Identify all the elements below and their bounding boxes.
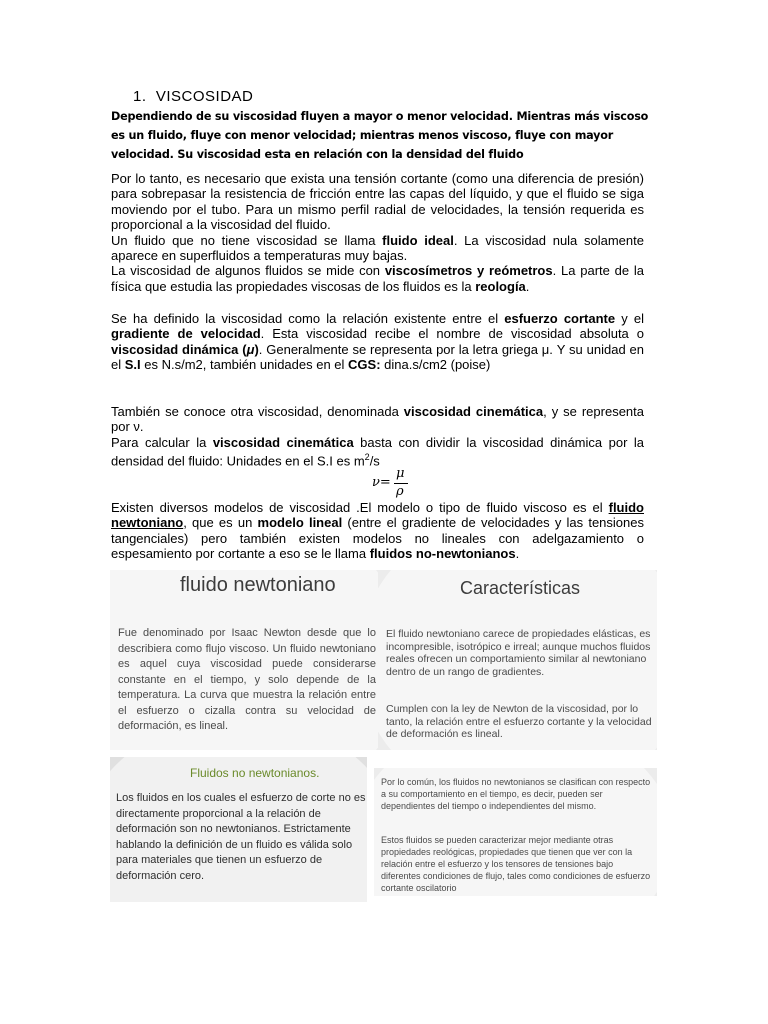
formula-numerator: μ [396, 466, 405, 481]
section-title: VISCOSIDAD [155, 88, 254, 105]
paragraph-modelos: Existen diversos modelos de viscosidad .El modelo o tipo de fluido viscoso es el fluido newtoniano, que es un modelo lineal (entre el gradiente de velocidades y las tensiones tangenciales) pero también existen modelos no lineales con adelgazamiento o espesamiento por cortante a eso se le llama fluidos no-newtonianos. [111, 500, 644, 562]
formula-denominator: ρ [396, 484, 404, 499]
panel-title: Fluidos no newtonianos. [190, 766, 320, 780]
term-si: S.I [124, 357, 141, 373]
term-fluido-newtoniano: fluido newtoniano [111, 500, 644, 531]
formula-lhs: ν= [372, 475, 391, 490]
panel-body: Fue denominado por Isaac Newton desde que lo describiera como flujo viscoso. Un fluido newtoniano es aquel cuya viscosidad puede considerarse constante en el tiempo, y solo depende de la temperatura. La curva que muestra la relación entre el esfuerzo o cizalla contra su velocidad de deformación, es lineal. [118, 627, 376, 732]
panel-caracteristicas [378, 570, 657, 750]
panel-body-1: Por lo común, los fluidos no newtonianos se clasifican con respecto a su comportamiento en el tiempo, es decir, pueden ser dependientes del tiempo o independientes del mismo. [381, 777, 651, 811]
term-no-newtonianos: fluidos no-newtonianos [369, 546, 516, 562]
intro-paragraph: Dependiendo de su viscosidad fluyen a mayor o menor velocidad. Mientras más viscoso es un fluido, fluye con menor velocidad; mientras menos viscoso, fluye con mayor velocidad. Su viscosidad esta en relación con la densidad del fluido [111, 110, 649, 161]
paragraph-viscosidad-dinamica: Se ha definido la viscosidad como la relación existente entre el esfuerzo cortante y el gradiente de velocidad. Esta viscosidad recibe el nombre de viscosidad absoluta o viscosidad dinámica (μ). Generalmente se representa por la letra griega μ. Y su unidad en el S.I es N.s/m2, también unidades en el CGS: dina.s/cm2 (poise) [111, 311, 645, 373]
kinematic-viscosity-formula [372, 466, 432, 500]
panel-body-2: Estos fluidos se pueden caracterizar mejor mediante otras propiedades reológicas, propiedades que tienen que ver con la relación entre el esfuerzo y los tensores de tensiones bajo diferentes condiciones de flujo, tales como condiciones de esfuerzo cortante oscilatorio [381, 835, 651, 893]
term-modelo-lineal: modelo lineal [257, 515, 343, 531]
term-viscosidad-cinematica-2: viscosidad cinemática [212, 434, 354, 450]
panel-body-1: El fluido newtoniano carece de propiedades elásticas, es incompresible, isotrópico e irreal; aunque muchos fluidos reales ofrecen un comportamiento similar al newtoniano dentro de un rango de gradientes. [386, 628, 651, 678]
term-reologia: reología [475, 278, 526, 294]
panel-title: fluido newtoniano [180, 574, 336, 596]
term-fluido-ideal: fluido ideal [382, 232, 454, 248]
section-heading [133, 88, 253, 105]
term-viscosidad-cinematica: viscosidad cinemática [403, 404, 544, 419]
panel-clasificacion [374, 768, 657, 896]
term-cgs: CGS: [348, 357, 381, 373]
section-number: 1. [133, 88, 147, 105]
paragraph-viscosidad-cinematica: También se conoce otra viscosidad, denominada viscosidad cinemática, y se representa por ν. Para calcular la viscosidad cinemática basta con dividir la viscosidad dinámica por la densidad del fluido: Unidades en el S.I es $m^2/s$ [111, 404, 644, 469]
panel-fluido-newtoniano [110, 570, 378, 750]
term-esfuerzo-cortante: esfuerzo cortante [504, 311, 616, 326]
panel-body: Los fluidos en los cuales el esfuerzo de corte no es directamente proporcional a la relación de deformación son no newtonianos. Estrictamente hablando la definición de un fluido es válida solo para materiales que tienen un esfuerzo de deformación cero. [116, 792, 366, 882]
panel-fluidos-no-newtonianos [110, 757, 367, 902]
panel-title: Características [460, 578, 581, 598]
panel-body-2: Cumplen con la ley de Newton de la viscosidad, por lo tanto, la relación entre el esfuerzo cortante y la velocidad de deformación es lineal. [386, 703, 652, 740]
term-viscosimetros: viscosímetros y reómetros [384, 263, 553, 279]
term-viscosidad-dinamica: viscosidad dinámica (μ) [111, 341, 259, 357]
paragraph-tension: Por lo tanto, es necesario que exista una tensión cortante (como una diferencia de presión) para sobrepasar la resistencia de fricción entre las capas del líquido, y que el fluido se siga moviendo por el tubo. Para un mismo perfil radial de velocidades, la tensión requerida es proporcional a la viscosidad del fluido. Un fluido que no tiene viscosidad se llama fluido ideal. La viscosidad nula solamente aparece en superfluidos a temperaturas muy bajas. La viscosidad de algunos fluidos se mide con viscosímetros y reómetros. La parte de la física que estudia las propiedades viscosas de los fluidos es la reología. [111, 171, 644, 294]
term-gradiente-velocidad: gradiente de velocidad [111, 326, 261, 342]
